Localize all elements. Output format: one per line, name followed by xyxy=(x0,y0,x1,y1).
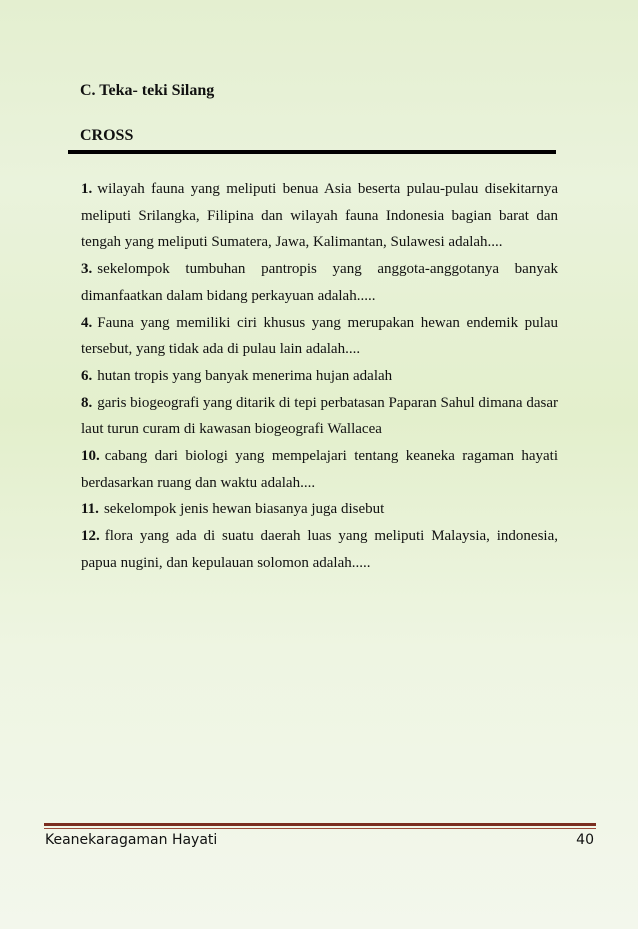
clue-text: sekelompok tumbuhan pantropis yang anggota-anggotanya banyak dimanfaatkan dalam bidang perkayuan adalah..... xyxy=(81,261,558,304)
clue-item xyxy=(81,496,558,523)
clue-list xyxy=(81,176,558,577)
clue-text: sekelompok jenis hewan biasanya juga disebut xyxy=(103,501,385,518)
clue-item xyxy=(81,176,558,256)
clue-number: 8. xyxy=(81,394,93,411)
clue-text: wilayah fauna yang meliputi benua Asia beserta pulau-pulau disekitarnya meliputi Srilangka, Filipina dan wilayah fauna Indonesia bagian barat dan tengah yang meliputi Sumatera, Jawa, Kalimantan, Sulawesi adalah.... xyxy=(81,181,558,251)
clue-text: garis biogeografi yang ditarik di tepi perbatasan Paparan Sahul dimana dasar laut turun curam di kawasan biogeografi Wallacea xyxy=(81,394,558,438)
clue-number: 11. xyxy=(81,501,99,518)
clue-number: 4. xyxy=(81,314,93,331)
clue-text: Fauna yang memiliki ciri khusus yang merupakan hewan endemik pulau tersebut, yang tidak ada di pulau lain adalah.... xyxy=(81,314,558,358)
page-number: 40 xyxy=(576,832,594,848)
clue-item xyxy=(81,363,558,390)
clue-number: 6. xyxy=(81,367,93,384)
heading-divider xyxy=(68,150,556,154)
footer-book-title: Keanekaragaman Hayati xyxy=(45,832,218,848)
cross-heading: CROSS xyxy=(80,127,134,144)
clue-item xyxy=(81,256,558,309)
footer-divider-thin xyxy=(44,828,596,829)
footer-divider xyxy=(44,823,596,826)
clue-item xyxy=(81,310,558,363)
clue-text: flora yang ada di suatu daerah luas yang meliputi Malaysia, indonesia, papua nugini, dan kepulauan solomon adalah..... xyxy=(81,528,558,571)
clue-item xyxy=(81,390,558,443)
clue-number: 12. xyxy=(81,528,100,545)
clue-number: 3. xyxy=(81,261,93,278)
section-title: C. Teka- teki Silang xyxy=(80,82,215,99)
clue-number: 1. xyxy=(81,181,93,197)
clue-item xyxy=(81,443,558,496)
clue-item xyxy=(81,523,558,576)
clue-number: 10. xyxy=(81,448,100,465)
clue-text: cabang dari biologi yang mempelajari tentang keaneka ragaman hayati berdasarkan ruang dan waktu adalah.... xyxy=(81,448,558,491)
clue-text: hutan tropis yang banyak menerima hujan adalah xyxy=(97,367,393,384)
